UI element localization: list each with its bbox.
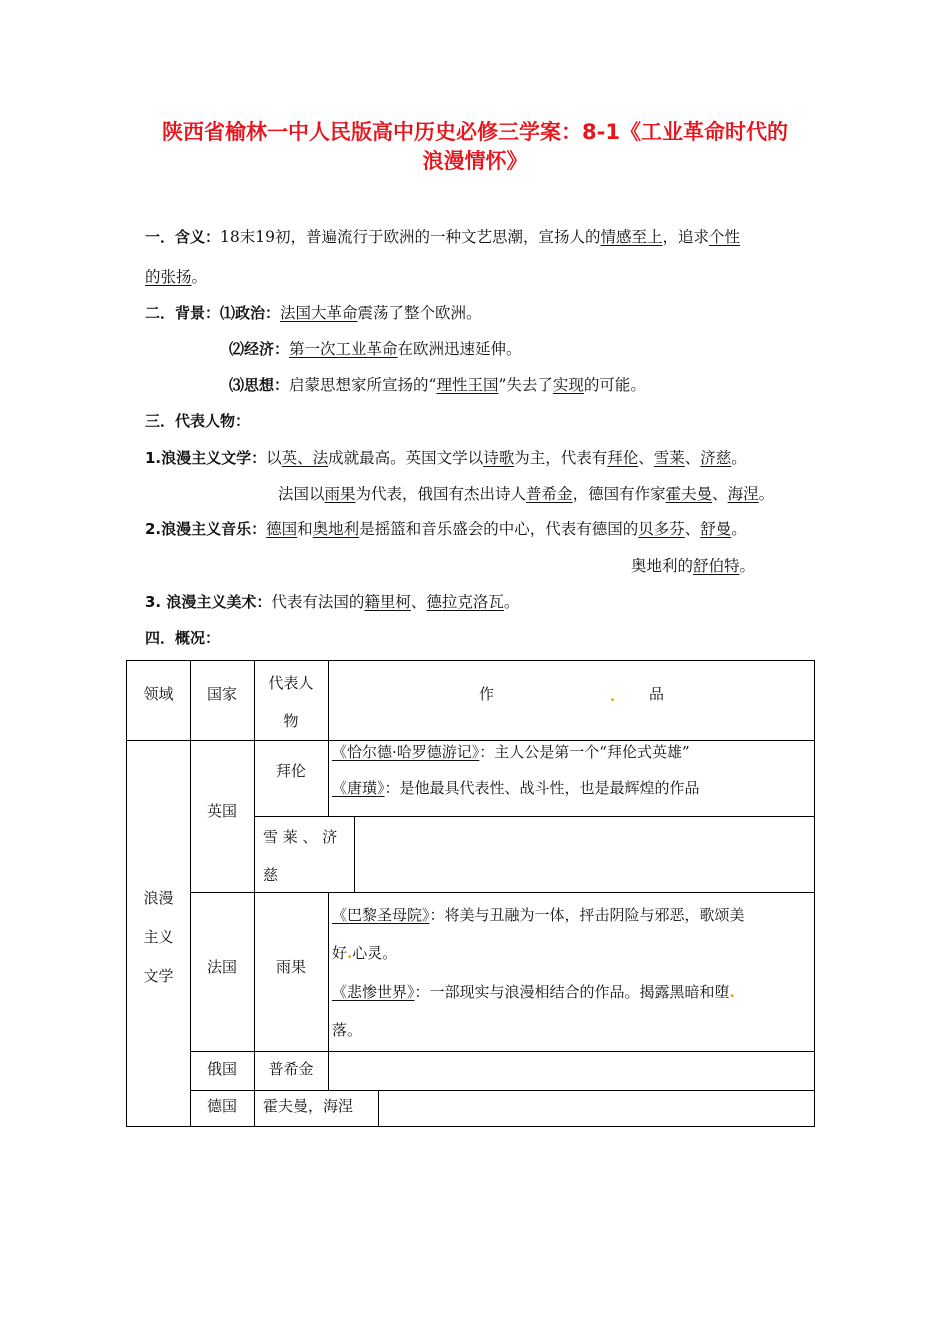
text: 为代表，俄国有杰出诗人 (355, 485, 527, 503)
text: 。 (758, 485, 775, 503)
header-field: 领域 (143, 685, 174, 703)
work-notre-dame (332, 896, 745, 972)
blank-answer: 实现 (552, 376, 584, 394)
title-line-1: 陕西省榆林一中人民版高中历史必修三学案：8-1《工业革命时代的 (162, 120, 788, 144)
blank-answer: 的张扬 (145, 268, 192, 286)
header-representative-line: 代表人 (268, 674, 314, 692)
rep-hugo: 雨果 (275, 958, 306, 976)
rep-pushkin: 普希金 (268, 1060, 314, 1078)
work-desc: ：是他最具代表性、战斗性，也是最辉煌的作品 (384, 779, 700, 797)
table-grid-line (328, 892, 329, 1090)
work-title: 《悲惨世界》 (332, 983, 415, 1001)
work-line (332, 896, 745, 934)
work-desc: ：将美与丑融为一体，抨击阴险与邪恶，歌颂美 (429, 906, 745, 924)
blank-answer: 舒伯特 (693, 557, 740, 575)
blank-answer: 雪莱 (653, 449, 685, 467)
field-romantic-literature (127, 879, 190, 996)
work-desc: 心灵。 (352, 944, 398, 962)
table-grid-line (190, 1051, 814, 1052)
blank-answer: 德国 (266, 520, 298, 538)
text: 奥地利的 (631, 557, 694, 575)
text: 法国以 (278, 485, 325, 503)
blank-answer: 奥地利 (312, 520, 360, 538)
header-works-b: 品 (649, 685, 665, 703)
blank-answer: 普希金 (526, 485, 573, 503)
blank-answer: 德拉克洛瓦 (426, 593, 504, 611)
table-grid-line (354, 816, 355, 892)
thought-text: 的可能。 (583, 376, 646, 394)
section-2-label: 二．背景： (145, 304, 221, 322)
country-germany: 德国 (206, 1097, 237, 1115)
economy-label: ⑵经济： (229, 340, 290, 358)
text: 是摇篮和音乐盛会的中心，代表有德国的 (359, 520, 639, 538)
text: 、 (684, 449, 701, 467)
text: 。 (731, 520, 747, 538)
rep-byron: 拜伦 (275, 762, 306, 780)
header-representative (254, 664, 328, 740)
dot-mark: . (347, 944, 353, 962)
work-line: 落。 (332, 1021, 363, 1039)
header-works-a: 作 (479, 685, 495, 703)
literature-label: 1.浪漫主义文学： (145, 449, 267, 467)
politics-label: ⑴政治： (220, 304, 281, 322)
work-desc: ：一部现实与浪漫相结合的作品。揭露黑暗和堕 (414, 983, 730, 1001)
country-russia: 俄国 (206, 1060, 237, 1078)
section-2-line-3 (229, 374, 646, 396)
rep-hoffmann-heine: 霍夫曼，海涅 (263, 1097, 354, 1115)
art-line (145, 591, 519, 613)
text: 。 (503, 593, 520, 611)
section-1-text: ，追求 (662, 228, 709, 246)
text: 。 (731, 449, 747, 467)
section-1-text: 。 (191, 268, 208, 286)
header-country: 国家 (206, 685, 237, 703)
table-grid-line (328, 661, 329, 816)
work-childe-harold (332, 741, 690, 763)
overview-table (126, 660, 815, 1127)
section-4-label: 四．概况： (145, 629, 221, 647)
section-1-line-1 (145, 226, 740, 248)
work-line (332, 973, 735, 1011)
section-3-label: 三．代表人物： (145, 412, 251, 430)
literature-line-1 (145, 447, 747, 469)
title-line-2: 浪漫情怀》 (422, 149, 528, 173)
header-dot: . (610, 687, 616, 705)
work-desc: 好 (332, 944, 348, 962)
dot-mark: . (729, 983, 735, 1001)
section-1-text: 18末19初，普遍流行于欧洲的一种文艺思潮，宣扬人的 (220, 228, 601, 246)
thought-label: ⑶思想： (229, 376, 290, 394)
music-line-2 (631, 555, 755, 577)
blank-answer: 舒曼 (700, 520, 732, 538)
thought-text: ”失去了 (498, 376, 553, 394)
music-label: 2.浪漫主义音乐： (145, 520, 267, 538)
text: ，德国有作家 (572, 485, 666, 503)
work-les-miserables (332, 973, 735, 1049)
text: 以 (266, 449, 282, 467)
table-grid-line (190, 1090, 814, 1091)
section-1-label: 一．含义： (145, 228, 221, 246)
blank-answer: 法国大革命 (280, 304, 358, 322)
blank-answer: 籍里柯 (364, 593, 411, 611)
text: 成就最高。英国文学以 (328, 449, 484, 467)
blank-answer: 诗歌 (483, 449, 515, 467)
header-representative-line: 物 (283, 712, 299, 730)
blank-answer: 拜伦 (607, 449, 639, 467)
work-title: 《巴黎圣母院》 (332, 906, 430, 924)
art-label: 3. 浪漫主义美术： (145, 593, 272, 611)
blank-answer: 济慈 (700, 449, 732, 467)
blank-answer: 情感至上 (600, 228, 663, 246)
literature-line-2 (278, 483, 774, 505)
table-grid-line (254, 816, 814, 817)
field-line: 文学 (143, 967, 174, 985)
blank-answer: 第一次工业革命 (289, 340, 398, 358)
country-france: 法国 (206, 958, 237, 976)
blank-answer: 海涅 (727, 485, 759, 503)
work-title: 《恰尔德·哈罗德游记》 (332, 743, 480, 761)
document-title (0, 118, 950, 176)
text: 、 (410, 593, 427, 611)
text: 、 (684, 520, 701, 538)
blank-answer: 霍夫曼 (665, 485, 713, 503)
text: 。 (739, 557, 756, 575)
field-line: 浪漫 (143, 889, 174, 907)
rep-shelley-keats (263, 818, 351, 894)
blank-answer: 英、法 (281, 449, 329, 467)
rep-line: 雪 莱 、 济 (263, 828, 338, 846)
blank-answer: 雨果 (324, 485, 356, 503)
section-1-line-2 (145, 266, 207, 288)
work-desc: ：主人公是第一个“拜伦式英雄” (479, 743, 690, 761)
text: 、 (638, 449, 654, 467)
section-2-line-1 (145, 302, 482, 324)
country-uk: 英国 (206, 802, 237, 820)
work-title: 《唐璜》 (332, 779, 385, 797)
text: 代表有法国的 (271, 593, 365, 611)
text: 和 (297, 520, 313, 538)
economy-text: 在欧洲迅速延伸。 (397, 340, 522, 358)
work-line (332, 934, 745, 972)
field-line: 主义 (143, 928, 174, 946)
text: 、 (712, 485, 728, 503)
blank-answer: 贝多芬 (638, 520, 685, 538)
thought-text: 启蒙思想家所宣扬的“ (289, 376, 437, 394)
section-2-line-2 (229, 338, 522, 360)
blank-answer: 理性王国 (436, 376, 499, 394)
blank-answer: 个性 (709, 228, 741, 246)
text: 为主，代表有 (514, 449, 608, 467)
politics-text: 震荡了整个欧洲。 (357, 304, 482, 322)
rep-line: 慈 (263, 866, 279, 884)
music-line-1 (145, 518, 747, 540)
table-grid-line (378, 1090, 379, 1127)
work-don-juan (332, 777, 700, 799)
